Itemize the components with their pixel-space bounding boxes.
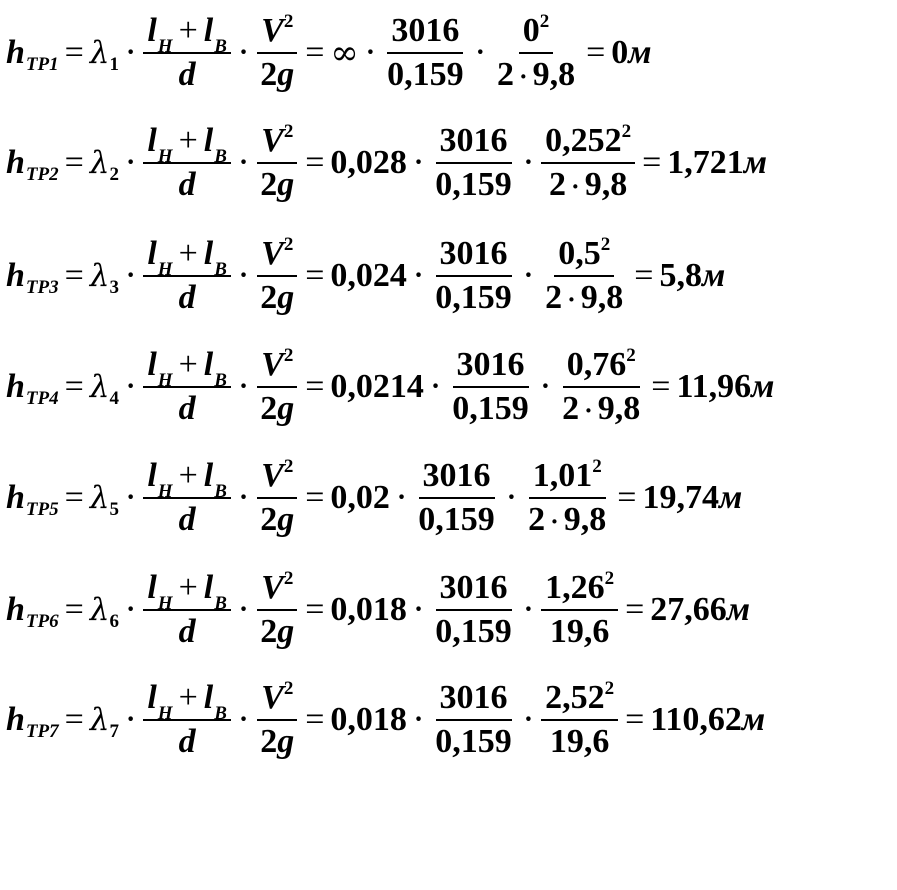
equals-sign: = xyxy=(305,368,325,405)
gravity-term-value: 2 · 9,8 xyxy=(562,389,641,427)
two-g: 2g xyxy=(260,722,295,760)
result-unit: м xyxy=(751,368,775,405)
lambda-subscript: 2 xyxy=(109,163,119,185)
length-sum: $l_Н + l_В$ xyxy=(143,680,231,721)
length-sum: $l_Н + l_В$ xyxy=(143,13,231,54)
diameter-value: 0,159 xyxy=(387,55,464,93)
length-over-diameter-fraction xyxy=(143,13,231,93)
length-over-diameter-fraction xyxy=(143,680,231,760)
head-loss-symbol: h xyxy=(6,591,25,628)
multiply-dot: · xyxy=(125,260,136,291)
velocity-value: 2,52$^2$ xyxy=(541,680,618,721)
length-value: 3016 xyxy=(419,458,495,499)
head-loss-subscript: ТР3 xyxy=(25,276,59,298)
multiply-dot: · xyxy=(523,704,534,735)
friction-coefficient-value: 0,024 xyxy=(330,257,407,294)
friction-loss-equation-2 xyxy=(6,113,767,213)
diameter-symbol: d xyxy=(178,500,196,538)
multiply-dot: · xyxy=(540,371,551,402)
velocity-head-value xyxy=(493,10,579,93)
multiply-dot: · xyxy=(238,594,249,625)
friction-loss-equation-1 xyxy=(6,3,652,103)
velocity-value: $0^2$ xyxy=(519,13,554,54)
result-value: 5,8 xyxy=(659,257,702,294)
equals-sign: = xyxy=(64,34,84,71)
lambda-subscript: 5 xyxy=(109,498,119,520)
velocity-head-fraction xyxy=(256,344,298,427)
velocity-head-value xyxy=(524,455,610,538)
multiply-dot: · xyxy=(238,704,249,735)
velocity-head-fraction xyxy=(256,120,298,203)
equals-sign: = xyxy=(64,591,84,628)
length-value: 3016 xyxy=(436,123,512,164)
length-sum: $l_Н + l_В$ xyxy=(143,236,231,277)
two-g: 2g xyxy=(260,612,295,650)
length-over-diameter-fraction xyxy=(143,570,231,650)
diameter-value: 0,159 xyxy=(452,389,529,427)
friction-loss-equation-3 xyxy=(6,226,725,326)
equals-sign: = xyxy=(305,479,325,516)
head-loss-subscript: ТР4 xyxy=(25,387,59,409)
two-g: 2g xyxy=(260,389,295,427)
friction-coefficient-value: 0,018 xyxy=(330,701,407,738)
multiply-dot: · xyxy=(125,594,136,625)
equals-sign: = xyxy=(625,701,645,738)
multiply-dot: · xyxy=(238,482,249,513)
velocity-head-fraction xyxy=(256,455,298,538)
result-value: 1,721 xyxy=(667,144,744,181)
length-ratio-value xyxy=(383,13,468,93)
head-loss-symbol: h xyxy=(6,34,25,71)
length-ratio-value xyxy=(431,570,516,650)
lambda-symbol: λ xyxy=(89,479,110,516)
result-unit: м xyxy=(701,257,726,294)
length-over-diameter-fraction xyxy=(143,123,231,203)
lambda-symbol: λ xyxy=(89,34,110,71)
friction-loss-equation-4 xyxy=(6,337,774,437)
friction-loss-equation-5 xyxy=(6,448,742,548)
equals-sign: = xyxy=(625,591,645,628)
velocity-value: 1,01$^2$ xyxy=(529,458,606,499)
length-sum: $l_Н + l_В$ xyxy=(143,123,231,164)
length-sum: $l_Н + l_В$ xyxy=(143,458,231,499)
velocity-head-value xyxy=(541,567,618,650)
equals-sign: = xyxy=(617,479,637,516)
head-loss-symbol: h xyxy=(6,479,25,516)
head-loss-subscript: ТР2 xyxy=(25,163,59,185)
friction-coefficient-value: 0,0214 xyxy=(330,368,424,405)
multiply-dot: · xyxy=(238,37,249,68)
length-value: 3016 xyxy=(436,680,512,721)
multiply-dot: · xyxy=(413,594,424,625)
gravity-term-value: 2 · 9,8 xyxy=(549,165,628,203)
diameter-value: 0,159 xyxy=(435,165,512,203)
velocity-head-value xyxy=(541,120,635,203)
equals-sign: = xyxy=(586,34,606,71)
multiply-dot: · xyxy=(430,371,441,402)
gravity-term-value: 2 · 9,8 xyxy=(496,55,576,93)
result-value: 110,62 xyxy=(650,701,742,738)
length-sum: $l_Н + l_В$ xyxy=(143,570,231,611)
equals-sign: = xyxy=(305,257,325,294)
two-g: 2g xyxy=(260,278,295,316)
equals-sign: = xyxy=(64,257,84,294)
velocity-value: 0,252$^2$ xyxy=(541,123,635,164)
length-value: 3016 xyxy=(436,236,512,277)
lambda-symbol: λ xyxy=(89,368,110,405)
friction-coefficient-value: 0,018 xyxy=(330,591,407,628)
two-g: 2g xyxy=(260,165,295,203)
velocity-head-value xyxy=(541,233,627,316)
diameter-symbol: d xyxy=(178,278,196,316)
result-value: 27,66 xyxy=(650,591,727,628)
diameter-symbol: d xyxy=(178,389,196,427)
velocity-value: $0,5^2$ xyxy=(554,236,614,277)
multiply-dot: · xyxy=(125,371,136,402)
multiply-dot: · xyxy=(413,704,424,735)
equals-sign: = xyxy=(64,368,84,405)
lambda-symbol: λ xyxy=(89,701,110,738)
lambda-subscript: 7 xyxy=(109,720,119,742)
friction-loss-equation-6 xyxy=(6,560,750,660)
gravity-term-value: 2 · 9,8 xyxy=(545,278,624,316)
result-unit: м xyxy=(726,591,751,628)
length-value: 3016 xyxy=(453,347,529,388)
velocity-squared: $V^2$ xyxy=(257,458,297,499)
velocity-value: 0,76$^2$ xyxy=(563,347,640,388)
head-loss-symbol: h xyxy=(6,368,25,405)
velocity-squared: $V^2$ xyxy=(257,347,297,388)
length-value: 3016 xyxy=(436,570,512,611)
head-loss-symbol: h xyxy=(6,257,25,294)
multiply-dot: · xyxy=(238,147,249,178)
result-unit: м xyxy=(718,479,743,516)
multiply-dot: · xyxy=(413,260,424,291)
length-value: 3016 xyxy=(387,13,463,54)
lambda-subscript: 1 xyxy=(109,53,119,75)
multiply-dot: · xyxy=(523,594,534,625)
velocity-squared: $V^2$ xyxy=(257,13,297,54)
equals-sign: = xyxy=(634,257,654,294)
gravity-term-value: 2 · 9,8 xyxy=(528,500,607,538)
equals-sign: = xyxy=(651,368,671,405)
velocity-value: 1,26$^2$ xyxy=(541,570,618,611)
lambda-subscript: 3 xyxy=(109,276,119,298)
equals-sign: = xyxy=(305,34,325,71)
velocity-squared: $V^2$ xyxy=(257,570,297,611)
result-unit: м xyxy=(741,701,766,738)
result-value: 11,96 xyxy=(676,368,752,405)
velocity-head-fraction xyxy=(256,567,298,650)
diameter-symbol: d xyxy=(178,165,196,203)
equals-sign: = xyxy=(305,701,325,738)
multiply-dot: · xyxy=(125,704,136,735)
friction-loss-equation-7 xyxy=(6,670,765,770)
head-loss-subscript: ТР1 xyxy=(25,53,59,75)
length-over-diameter-fraction xyxy=(143,458,231,538)
equals-sign: = xyxy=(305,591,325,628)
lambda-subscript: 4 xyxy=(109,387,119,409)
multiply-dot: · xyxy=(125,37,136,68)
lambda-subscript: 6 xyxy=(109,610,119,632)
diameter-symbol: d xyxy=(178,722,196,760)
multiply-dot: · xyxy=(125,147,136,178)
gravity-term-value: 19,6 xyxy=(549,722,610,760)
length-ratio-value xyxy=(448,347,533,427)
result-value: 0 xyxy=(611,34,629,71)
multiply-dot: · xyxy=(238,371,249,402)
result-unit: м xyxy=(628,34,652,71)
multiply-dot: · xyxy=(523,147,534,178)
multiply-dot: · xyxy=(523,260,534,291)
multiply-dot: · xyxy=(506,482,517,513)
lambda-symbol: λ xyxy=(89,257,110,294)
friction-coefficient-value: 0,028 xyxy=(330,144,407,181)
velocity-squared: $V^2$ xyxy=(257,123,297,164)
length-ratio-value xyxy=(414,458,499,538)
length-ratio-value xyxy=(431,236,516,316)
head-loss-subscript: ТР5 xyxy=(25,498,59,520)
length-sum: $l_Н + l_В$ xyxy=(143,347,231,388)
friction-coefficient-value: 0,02 xyxy=(330,479,390,516)
multiply-dot: · xyxy=(396,482,407,513)
multiply-dot: · xyxy=(125,482,136,513)
length-over-diameter-fraction xyxy=(143,236,231,316)
diameter-symbol: d xyxy=(178,612,196,650)
two-g: 2g xyxy=(260,55,295,93)
diameter-value: 0,159 xyxy=(435,612,512,650)
equals-sign: = xyxy=(64,144,84,181)
head-loss-subscript: ТР7 xyxy=(25,720,59,742)
equals-sign: = xyxy=(642,144,662,181)
velocity-head-fraction xyxy=(256,10,298,93)
gravity-term-value: 19,6 xyxy=(549,612,610,650)
velocity-head-fraction xyxy=(256,233,298,316)
head-loss-subscript: ТР6 xyxy=(25,610,59,632)
two-g: 2g xyxy=(260,500,295,538)
diameter-value: 0,159 xyxy=(435,278,512,316)
friction-coefficient-value: ∞ xyxy=(330,33,359,73)
velocity-head-value xyxy=(541,677,618,760)
velocity-head-fraction xyxy=(256,677,298,760)
diameter-value: 0,159 xyxy=(435,722,512,760)
length-over-diameter-fraction xyxy=(143,347,231,427)
diameter-value: 0,159 xyxy=(418,500,495,538)
multiply-dot: · xyxy=(475,37,485,68)
multiply-dot: · xyxy=(238,260,249,291)
multiply-dot: · xyxy=(413,147,424,178)
velocity-head-value xyxy=(558,344,644,427)
lambda-symbol: λ xyxy=(89,144,110,181)
result-unit: м xyxy=(743,144,768,181)
diameter-symbol: d xyxy=(178,55,196,93)
head-loss-symbol: h xyxy=(6,701,25,738)
velocity-squared: $V^2$ xyxy=(257,680,297,721)
multiply-dot: · xyxy=(365,37,376,68)
result-value: 19,74 xyxy=(642,479,719,516)
velocity-squared: $V^2$ xyxy=(257,236,297,277)
length-ratio-value xyxy=(431,123,516,203)
length-ratio-value xyxy=(431,680,516,760)
lambda-symbol: λ xyxy=(89,591,110,628)
equals-sign: = xyxy=(64,479,84,516)
equals-sign: = xyxy=(305,144,325,181)
head-loss-symbol: h xyxy=(6,144,25,181)
equals-sign: = xyxy=(64,701,84,738)
